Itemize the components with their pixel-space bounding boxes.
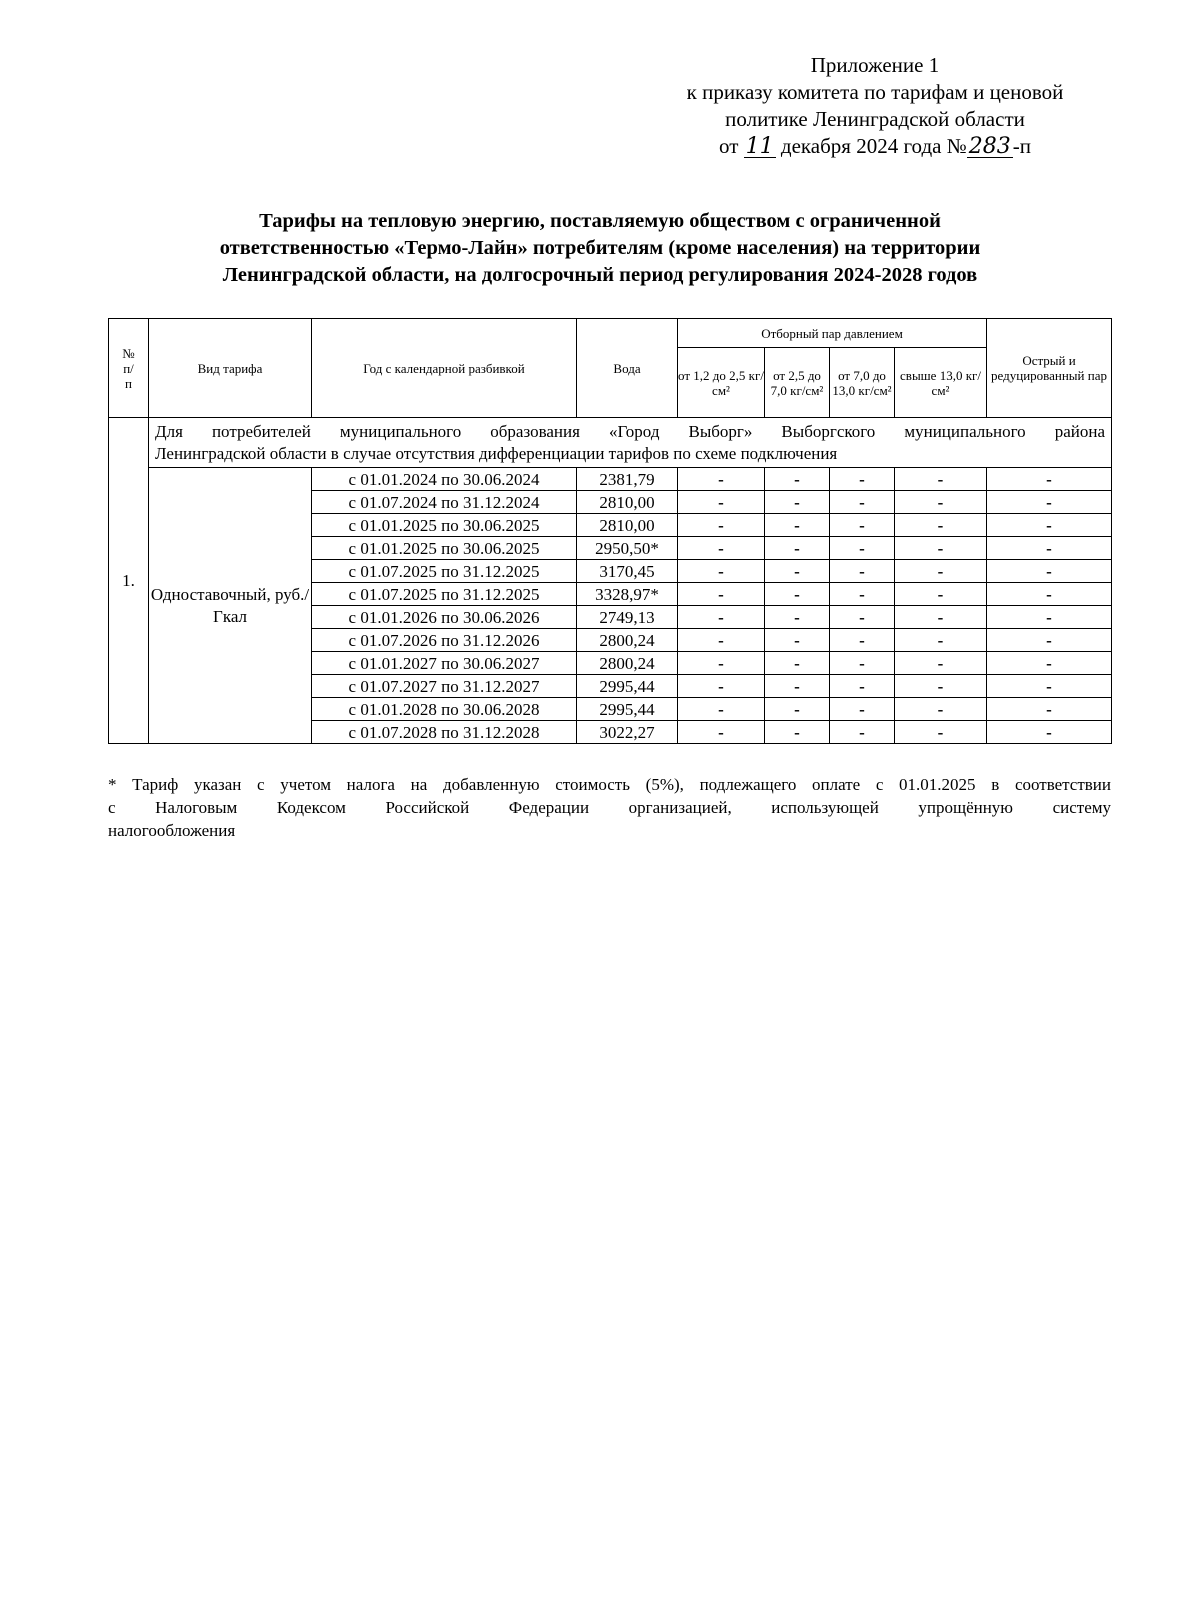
water-tariff-cell: 3022,27: [577, 721, 678, 744]
empty-value-cell: -: [765, 583, 830, 606]
empty-value-cell: -: [678, 675, 765, 698]
empty-value-cell: -: [895, 606, 987, 629]
water-tariff-cell: 3170,45: [577, 560, 678, 583]
empty-value-cell: -: [678, 514, 765, 537]
empty-value-cell: -: [765, 468, 830, 491]
header-steam-2: от 2,5 до 7,0 кг/см²: [765, 348, 830, 418]
period-cell: с 01.07.2025 по 31.12.2025: [312, 560, 577, 583]
empty-value-cell: -: [895, 514, 987, 537]
tariff-type-cell: Одноставочный, руб./Гкал: [149, 468, 312, 744]
empty-value-cell: -: [987, 537, 1112, 560]
handwritten-order-number: 283: [968, 134, 1011, 159]
footnote-line-1: * Тариф указан с учетом налога на добавленную стоимость (5%), подлежащего оплате с 01.01.2025 в соответствии: [108, 775, 1111, 794]
water-tariff-cell: 2800,24: [577, 652, 678, 675]
table-row: [109, 468, 1112, 491]
empty-value-cell: -: [830, 652, 895, 675]
header-tariff-type: Вид тарифа: [149, 319, 312, 418]
empty-value-cell: -: [765, 675, 830, 698]
empty-value-cell: -: [830, 468, 895, 491]
empty-value-cell: -: [830, 606, 895, 629]
footnote: [108, 773, 1111, 842]
empty-value-cell: -: [895, 560, 987, 583]
empty-value-cell: -: [895, 698, 987, 721]
empty-value-cell: -: [987, 675, 1112, 698]
appendix-line-3: политике Ленинградской области: [725, 107, 1025, 131]
header-steam-4: свыше 13,0 кг/см²: [895, 348, 987, 418]
empty-value-cell: -: [895, 468, 987, 491]
water-tariff-cell: 2810,00: [577, 514, 678, 537]
empty-value-cell: -: [895, 537, 987, 560]
empty-value-cell: -: [830, 560, 895, 583]
period-cell: с 01.07.2026 по 31.12.2026: [312, 629, 577, 652]
date-prefix: от: [719, 134, 739, 158]
header-steam-3: от 7,0 до 13,0 кг/см²: [830, 348, 895, 418]
empty-value-cell: -: [765, 514, 830, 537]
empty-value-cell: -: [765, 537, 830, 560]
footnote-line-3: налогообложения: [108, 821, 236, 840]
header-steam-group: Отборный пар давлением: [678, 319, 987, 348]
title-line-3: Ленинградской области, на долгосрочный период регулирования 2024-2028 годов: [222, 264, 978, 286]
empty-value-cell: -: [987, 606, 1112, 629]
empty-value-cell: -: [987, 514, 1112, 537]
empty-value-cell: -: [765, 698, 830, 721]
tariff-table: [108, 318, 1112, 744]
water-tariff-cell: 2810,00: [577, 491, 678, 514]
empty-value-cell: -: [678, 491, 765, 514]
empty-value-cell: -: [987, 560, 1112, 583]
period-cell: с 01.01.2024 по 30.06.2024: [312, 468, 577, 491]
document-title: [100, 208, 1100, 289]
empty-value-cell: -: [765, 629, 830, 652]
water-tariff-cell: 2749,13: [577, 606, 678, 629]
empty-value-cell: -: [830, 537, 895, 560]
empty-value-cell: -: [895, 652, 987, 675]
period-cell: с 01.01.2025 по 30.06.2025: [312, 514, 577, 537]
appendix-date-line: [640, 133, 1110, 160]
appendix-block: [640, 52, 1110, 160]
handwritten-day: 11: [745, 134, 774, 159]
empty-value-cell: -: [987, 491, 1112, 514]
empty-value-cell: -: [678, 468, 765, 491]
header-row-number: № п/ п: [109, 319, 149, 418]
empty-value-cell: -: [765, 560, 830, 583]
empty-value-cell: -: [678, 721, 765, 744]
empty-value-cell: -: [987, 698, 1112, 721]
water-tariff-cell: 3328,97*: [577, 583, 678, 606]
empty-value-cell: -: [895, 583, 987, 606]
header-steam-1: от 1,2 до 2,5 кг/см²: [678, 348, 765, 418]
header-water: Вода: [577, 319, 678, 418]
period-cell: с 01.01.2026 по 30.06.2026: [312, 606, 577, 629]
empty-value-cell: -: [765, 721, 830, 744]
period-cell: с 01.07.2027 по 31.12.2027: [312, 675, 577, 698]
period-cell: с 01.07.2028 по 31.12.2028: [312, 721, 577, 744]
empty-value-cell: -: [895, 721, 987, 744]
footnote-line-2: с Налоговым Кодексом Российской Федерации организацией, использующей упрощённую систему: [108, 798, 1111, 817]
water-tariff-cell: 2995,44: [577, 675, 678, 698]
water-tariff-cell: 2800,24: [577, 629, 678, 652]
empty-value-cell: -: [765, 606, 830, 629]
empty-value-cell: -: [678, 698, 765, 721]
order-suffix: -п: [1012, 134, 1031, 158]
empty-value-cell: -: [765, 652, 830, 675]
period-cell: с 01.01.2025 по 30.06.2025: [312, 537, 577, 560]
water-tariff-cell: 2995,44: [577, 698, 678, 721]
empty-value-cell: -: [765, 491, 830, 514]
empty-value-cell: -: [987, 652, 1112, 675]
empty-value-cell: -: [678, 583, 765, 606]
empty-value-cell: -: [830, 583, 895, 606]
empty-value-cell: -: [830, 698, 895, 721]
empty-value-cell: -: [830, 675, 895, 698]
date-middle: декабря 2024 года №: [780, 134, 967, 158]
empty-value-cell: -: [895, 675, 987, 698]
period-cell: с 01.07.2025 по 31.12.2025: [312, 583, 577, 606]
empty-value-cell: -: [987, 468, 1112, 491]
empty-value-cell: -: [830, 491, 895, 514]
period-cell: с 01.01.2027 по 30.06.2027: [312, 652, 577, 675]
empty-value-cell: -: [678, 652, 765, 675]
empty-value-cell: -: [830, 721, 895, 744]
empty-value-cell: -: [678, 560, 765, 583]
empty-value-cell: -: [987, 583, 1112, 606]
appendix-title: Приложение 1: [810, 53, 940, 77]
row-number: 1.: [109, 418, 149, 744]
empty-value-cell: -: [678, 606, 765, 629]
title-line-2: ответственностью «Термо-Лайн» потребителям (кроме населения) на территории: [219, 237, 981, 259]
header-sharp-steam: Острый и редуцированный пар: [987, 319, 1112, 418]
empty-value-cell: -: [830, 514, 895, 537]
water-tariff-cell: 2950,50*: [577, 537, 678, 560]
period-cell: с 01.01.2028 по 30.06.2028: [312, 698, 577, 721]
empty-value-cell: -: [895, 629, 987, 652]
empty-value-cell: -: [830, 629, 895, 652]
header-period: Год с календарной разбивкой: [312, 319, 577, 418]
empty-value-cell: -: [678, 537, 765, 560]
empty-value-cell: -: [987, 721, 1112, 744]
consumer-group-description: Для потребителей муниципального образования «Город Выборг» Выборгского муниципального района Ленинградской области в случае отсутствия дифференциации тарифов по схеме подключения: [149, 418, 1112, 468]
appendix-line-2: к приказу комитета по тарифам и ценовой: [686, 80, 1064, 104]
empty-value-cell: -: [678, 629, 765, 652]
empty-value-cell: -: [987, 629, 1112, 652]
empty-value-cell: -: [895, 491, 987, 514]
title-line-1: Тарифы на тепловую энергию, поставляемую обществом с ограниченной: [259, 210, 941, 232]
period-cell: с 01.07.2024 по 31.12.2024: [312, 491, 577, 514]
water-tariff-cell: 2381,79: [577, 468, 678, 491]
